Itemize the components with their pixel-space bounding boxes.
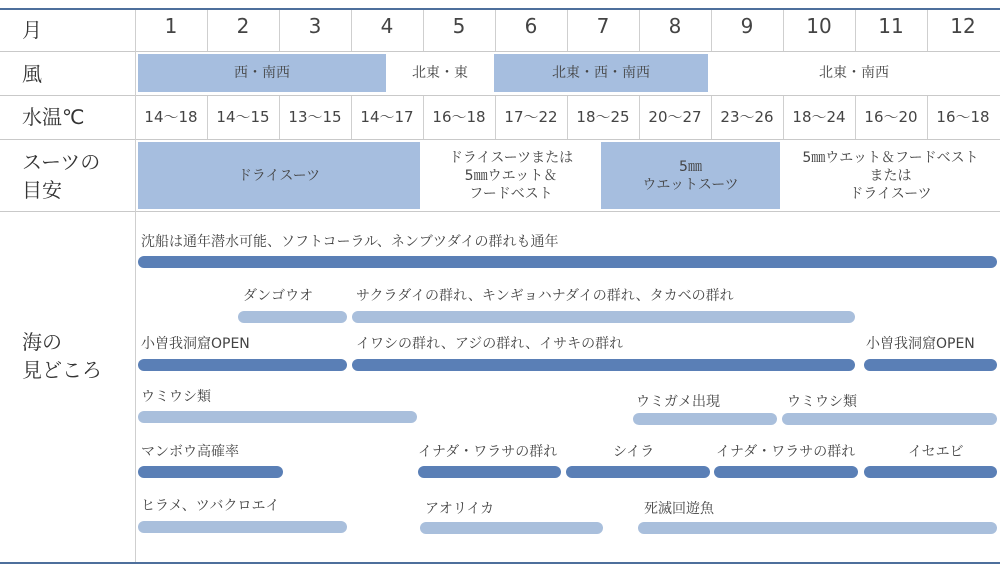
water-temp-value: 16〜20 bbox=[864, 107, 918, 126]
water-temp-value: 18〜24 bbox=[792, 107, 846, 126]
table-bottom-rule bbox=[0, 562, 1000, 564]
suit-text-line: ドライスーツまたは bbox=[448, 149, 574, 166]
water-temp-value: 18〜25 bbox=[576, 107, 630, 126]
month-2: 2 bbox=[236, 14, 250, 38]
month-4: 4 bbox=[380, 14, 394, 38]
wind-row-label: 風 bbox=[22, 62, 42, 86]
highlight-bar bbox=[638, 522, 997, 534]
highlight-bar bbox=[138, 466, 283, 478]
table-top-rule bbox=[0, 8, 1000, 10]
suit-segment-wet bbox=[601, 142, 780, 209]
water-temp-value: 16〜18 bbox=[936, 107, 990, 126]
highlight-label: アオリイカ bbox=[425, 501, 495, 517]
suit-segment-dry: ドライスーツ bbox=[138, 142, 420, 209]
wind-segment: 西・南西 bbox=[138, 54, 386, 92]
suit-segment-dry-or-wet bbox=[423, 142, 599, 209]
highlight-bar bbox=[238, 311, 347, 323]
suit-row-label-line: 目安 bbox=[22, 178, 62, 202]
wind-segment: 北東・東 bbox=[412, 65, 468, 81]
highlight-bar bbox=[566, 466, 710, 478]
highlight-bar bbox=[138, 521, 347, 533]
wind-segment: 北東・南西 bbox=[819, 65, 889, 81]
row-divider bbox=[0, 211, 1000, 212]
highlight-label: イセエビ bbox=[908, 444, 964, 460]
month-10: 10 bbox=[806, 14, 832, 38]
suit-row-label bbox=[22, 148, 100, 204]
highlight-bar bbox=[138, 256, 997, 268]
water-temp-value: 14〜15 bbox=[216, 107, 270, 126]
suit-text-line: 5㎜ウエット＆フードベスト bbox=[802, 149, 979, 166]
water-temp-value: 16〜18 bbox=[432, 107, 486, 126]
water-temp-row-label: 水温℃ bbox=[22, 105, 85, 129]
highlight-label: ヒラメ、ツバクロエイ bbox=[141, 498, 280, 514]
water-temp-value: 14〜18 bbox=[144, 107, 198, 126]
highlight-label: イナダ・ワラサの群れ bbox=[418, 444, 558, 460]
highlight-bar bbox=[782, 413, 997, 425]
highlight-bar bbox=[138, 359, 347, 371]
highlight-bar bbox=[420, 522, 603, 534]
suit-text-line: ドライスーツ bbox=[849, 185, 932, 202]
highlight-label: イナダ・ワラサの群れ bbox=[716, 444, 856, 460]
highlight-bar bbox=[418, 466, 561, 478]
water-temp-value: 14〜17 bbox=[360, 107, 414, 126]
suit-row-label-line: スーツの bbox=[22, 150, 101, 174]
highlight-label: 死滅回遊魚 bbox=[644, 501, 714, 517]
suit-text-line: 5㎜ウエット＆ bbox=[464, 167, 558, 184]
highlight-label: 小曽我洞窟OPEN bbox=[866, 336, 975, 352]
month-12: 12 bbox=[950, 14, 976, 38]
water-temp-value: 13〜15 bbox=[288, 107, 342, 126]
highlight-label: シイラ bbox=[613, 444, 655, 460]
water-temp-value: 17〜22 bbox=[504, 107, 558, 126]
highlight-bar bbox=[633, 413, 777, 425]
highlight-bar bbox=[138, 411, 417, 423]
month-9: 9 bbox=[740, 14, 754, 38]
highlight-bar bbox=[714, 466, 858, 478]
suit-text-line: フードベスト bbox=[469, 185, 553, 202]
suit-text-line: 5㎜ bbox=[679, 158, 702, 175]
highlight-label: ウミウシ類 bbox=[787, 394, 857, 410]
suit-text-line: ウエットスーツ bbox=[642, 176, 739, 193]
month-11: 11 bbox=[878, 14, 904, 38]
month-8: 8 bbox=[668, 14, 682, 38]
highlight-label: ウミガメ出現 bbox=[636, 394, 720, 410]
month-5: 5 bbox=[452, 14, 466, 38]
month-1: 1 bbox=[164, 14, 178, 38]
highlight-label: イワシの群れ、アジの群れ、イサキの群れ bbox=[356, 336, 624, 352]
label-column-divider bbox=[135, 10, 136, 562]
highlight-bar bbox=[864, 359, 997, 371]
row-divider bbox=[0, 51, 1000, 52]
highlights-row-label bbox=[22, 328, 102, 384]
water-temp-value: 23〜26 bbox=[720, 107, 774, 126]
suit-segment-wet-or-dry bbox=[783, 142, 998, 209]
highlight-label: ダンゴウオ bbox=[243, 288, 314, 304]
highlight-bar bbox=[352, 311, 855, 323]
highlight-label: マンボウ高確率 bbox=[141, 444, 239, 460]
month-7: 7 bbox=[596, 14, 610, 38]
highlight-label: 沈船は通年潜水可能、ソフトコーラル、ネンブツダイの群れも通年 bbox=[141, 234, 559, 250]
highlight-label: ウミウシ類 bbox=[141, 389, 211, 405]
highlights-row-label-line: 見どころ bbox=[22, 358, 102, 382]
wind-segment: 北東・西・南西 bbox=[494, 54, 708, 92]
highlights-row-label-line: 海の bbox=[22, 330, 62, 354]
month-3: 3 bbox=[308, 14, 322, 38]
suit-text-line: または bbox=[869, 167, 912, 184]
highlight-bar bbox=[352, 359, 855, 371]
row-divider bbox=[0, 95, 1000, 96]
month-6: 6 bbox=[524, 14, 538, 38]
row-divider bbox=[0, 139, 1000, 140]
highlight-label: サクラダイの群れ、キンギョハナダイの群れ、タカベの群れ bbox=[356, 288, 734, 304]
month-row-label: 月 bbox=[22, 18, 42, 42]
highlight-bar bbox=[864, 466, 997, 478]
highlight-label: 小曽我洞窟OPEN bbox=[141, 336, 250, 352]
water-temp-value: 20〜27 bbox=[648, 107, 702, 126]
